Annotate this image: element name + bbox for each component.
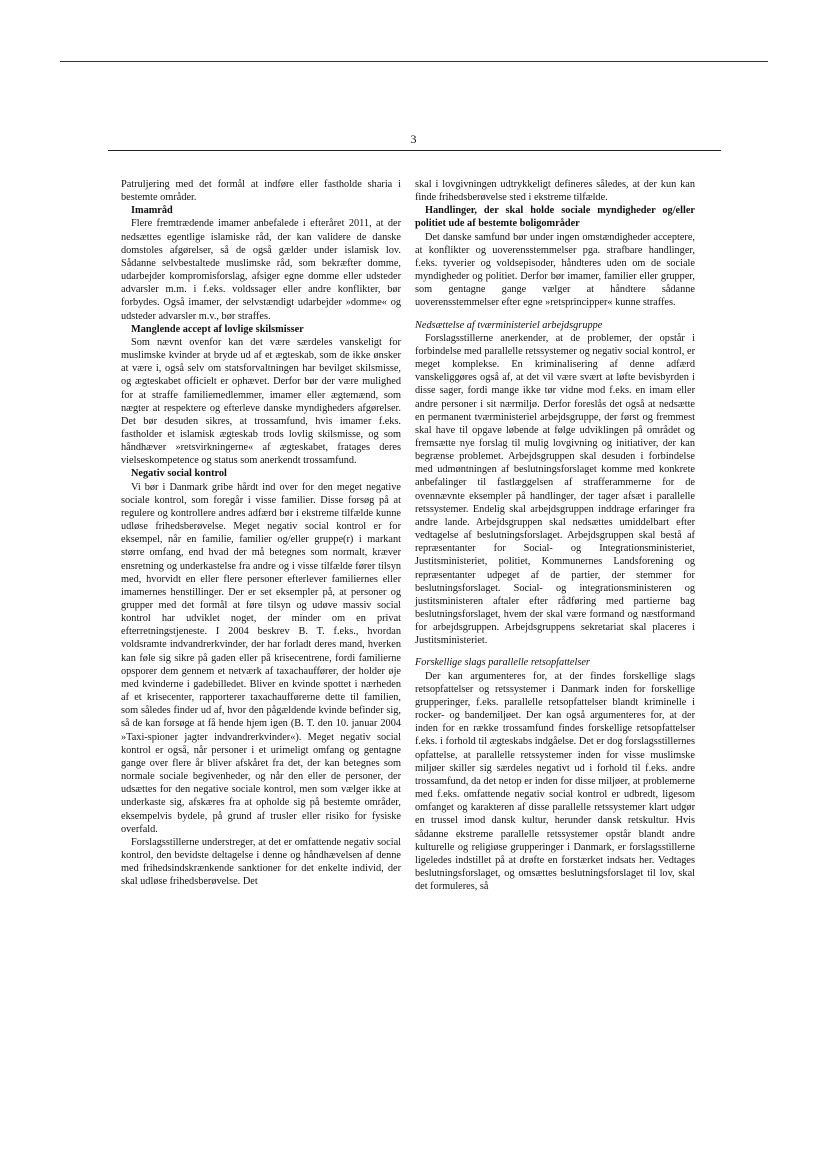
paragraph: Det danske samfund bør under ingen omstændigheder acceptere, at konflikter og uoverensstemmelser pga. strafbare handlinger, f.eks. tyverier og voldsepisoder, håndteres uden om de sociale myndigheder og politiet. Derfor bør imamer, familier eller grupper, som gentagne gange vælger at håndtere sådanne uoverensstemmelser efter egne »retsprincipper« kunne straffes. [415, 231, 695, 309]
top-rule [60, 61, 768, 62]
section-heading: Handlinger, der skal holde sociale myndigheder og/eller politiet ude af bestemte boligområder [415, 205, 695, 230]
section-heading: Manglende accept af lovlige skilsmisser [131, 323, 304, 335]
paragraph: Der kan argumenteres for, at der findes forskellige slags retsopfattelser og retssystemer i Danmark inden for forskellige grupperinger, f.eks. parallelle retsopfattelser blandt kriminelle i rocker- og bandemiljøet. Der kan også argumenteres for, at der inden for en række trossamfund findes forskellige retsopfattelser f.eks. i forhold til ægteskabs indgåelse. Det er dog forslagsstillernes opfattelse, at parallelle retssystemer inden for visse muslimske miljøer skiller sig særdeles negativt ud i forhold til f.eks. andre trossamfund, da det netop er inden for disse miljøer, at problemerne med f.eks. omfattende negativ social kontrol er udbredt, ligesom omfanget og karakteren af disse parallelle retssystemer klart udgør en trussel imod dansk kultur, herunder dansk retskultur. Hvis sådanne ekstreme parallelle retssystemer opstår blandt andre kulturelle og religiøse grupperinger i Danmark, er forslagsstillerne ligeledes indstillet på at drøfte en forstærket indsats her. Vedtages beslutningsforslaget, og omsættes beslutningsforslaget til lov, skal det formuleres, så [415, 670, 695, 893]
paragraph: Forslagsstillerne understreger, at det er omfattende negativ social kontrol, den bevidste deltagelse i denne og håndhævelsen af denne med frihedsindskrænkende sanktioner for det enkelte individ, der skal udløse frihedsberøvelse. Det [121, 836, 401, 888]
section-heading: Imamråd [131, 205, 173, 217]
paragraph: Som nævnt ovenfor kan det være særdeles vanskeligt for muslimske kvinder at bryde ud af et ægteskab, som de ikke ønsker at være i, også selv om statsforvaltningen har bevilget skilsmisse, og ægteskabet officielt er ophævet. Derfor bør der være mulighed for at straffe familiemedlemmer, imamer eller ægtemænd, som nægter at respektere og efterleve danske myndigheders afgørelser. Det bør desuden sikres, at trossamfund, hvis imamer f.eks. fastholder et islamisk ægteskab trods lovlig skilsmisse, og som håndhæver »retsvirkningerne« af ægteskabet, fratages deres vielseskompetence og status som anerkendt trossamfund. [121, 336, 401, 467]
paragraph: Forslagsstillerne anerkender, at de problemer, der opstår i forbindelse med parallelle retssystemer og negativ social kontrol, er meget komplekse. En kriminalisering af denne adfærd vanskeliggøres også af, at det vil være svært at løfte bevisbyrden i disse sager, fordi mange ikke tør vidne mod f.eks. en imam eller andre personer i sit nærmiljø. Derfor foreslås det også at nedsætte en permanent tværministeriel arbejdsgruppe, der først og fremmest skal have til opgave løbende at følge udviklingen på området og fremsætte nye forslag til mulig lovgivning og initiativer, der kan begrænse problemet. Arbejdsgruppen skal desuden i forbindelse med udmøntningen af beslutningsforslaget komme med konkrete anbefalinger til fastlæggelsen af strafferammerne for de ovennævnte eksempler på handlinger, der tager afsæt i parallelle retssystemer. Endelig skal arbejdsgruppen inddrage erfaringer fra andre lande. Arbejdsgruppen skal nedsættes umiddelbart efter vedtagelse af beslutningsforslaget. Arbejdsgruppen skal bestå af repræsentanter for Social- og Integrationsministeriet, Justitsministeriet, politiet, Kommunernes Landsforening og repræsentanter udpeget af de partier, der stemmer for beslutningsforslaget. Social- og integrationsministeren og justitsministeren aftaler efter rådføring med partierne bag beslutningsforslaget, hvem der skal være formand og næstformand for arbejdsgruppen. Arbejdsgruppens sekretariat skal placeres i Justitsministeriet. [415, 332, 695, 647]
left-column [121, 178, 401, 888]
paragraph: Flere fremtrædende imamer anbefalede i efteråret 2011, at der nedsættes egentlige islamiske råd, der kan validere de danske domstoles afgørelser, så de også gælder under islamisk lov. Sådanne selvbestaltede muslimske råd, som bekræfter domme, udarbejder kompromisforslag, afsiger egne domme eller udsteder advarsler m.m. i f.eks. voldssager eller andre konflikter, bør forbydes. Også imamer, der selvstændigt udarbejder »domme« og udsteder advarsler m.v., bør straffes. [121, 218, 401, 322]
subsection-heading: Forskellige slags parallelle retsopfattelser [415, 657, 590, 669]
section-heading: Negativ social kontrol [131, 468, 227, 480]
paragraph: skal i lovgivningen udtrykkeligt defineres således, at der kun kan finde frihedsberøvelse sted i ekstreme tilfælde. [415, 179, 695, 204]
subsection-heading: Nedsættelse af tværministeriel arbejdsgruppe [415, 319, 603, 331]
right-column [415, 178, 695, 893]
header-rule [108, 150, 721, 151]
paragraph: Patruljering med det formål at indføre eller fastholde sharia i bestemte områder. [121, 179, 401, 204]
paragraph: Vi bør i Danmark gribe hårdt ind over for den meget negative sociale kontrol, som foregår i visse familier. Disse forsøg på at regulere og kontrollere andres adfærd bør i ekstreme tilfælde kunne udløse frihedsberøvelse. Meget negativ social kontrol er for eksempel, når en familie, familier og/eller gruppe(r) i markant større omfang, end hvad der må betegnes som normalt, kræver ensretning og underkastelse fra andre og i visse tilfælde fører tilsyn med, hvorvidt en eller flere personer efterlever familiernes eller imamernes henstillinger. Der er set eksempler på, at personer og grupper med det formål at føre tilsyn og udøve massiv social kontrol har udviklet noget, der minder om en privat efterretningstjeneste. I 2004 beskrev B. T. f.eks., hvordan voldsramte indvandrerkvinder, der har forladt deres mand, hverken kan føle sig sikre på gaden eller på krisecentrene, fordi familierne opsporer dem gennem et netværk af taxachauffører, der holder øje med kvinderne i gadebilledet. Bliver en kvinde spottet i nærheden af et krisecenter, rapporterer taxachaufførerne dette til familien, som således finder ud af, hvor den pågældende kvinde befinder sig, så de kan forsøge at få hende hjem igen (B. T. den 10. januar 2004 »Taxi-spioner jagter indvandrerkvinder«). Meget negativ social kontrol er også, når personer i et urimeligt omfang og gentagne gange over flere år bliver afskåret fra det, der kan betegnes som normale sociale begivenheder, og når den eller de personer, der udsættes for den negative sociale kontrol, men som vælger ikke at underkaste sig, afskæres fra at opholde sig på bestemte områder, eksempelvis bydele, på grund af trusler eller risiko for fysiske overfald. [121, 481, 401, 835]
page-number: 3 [410, 132, 417, 146]
